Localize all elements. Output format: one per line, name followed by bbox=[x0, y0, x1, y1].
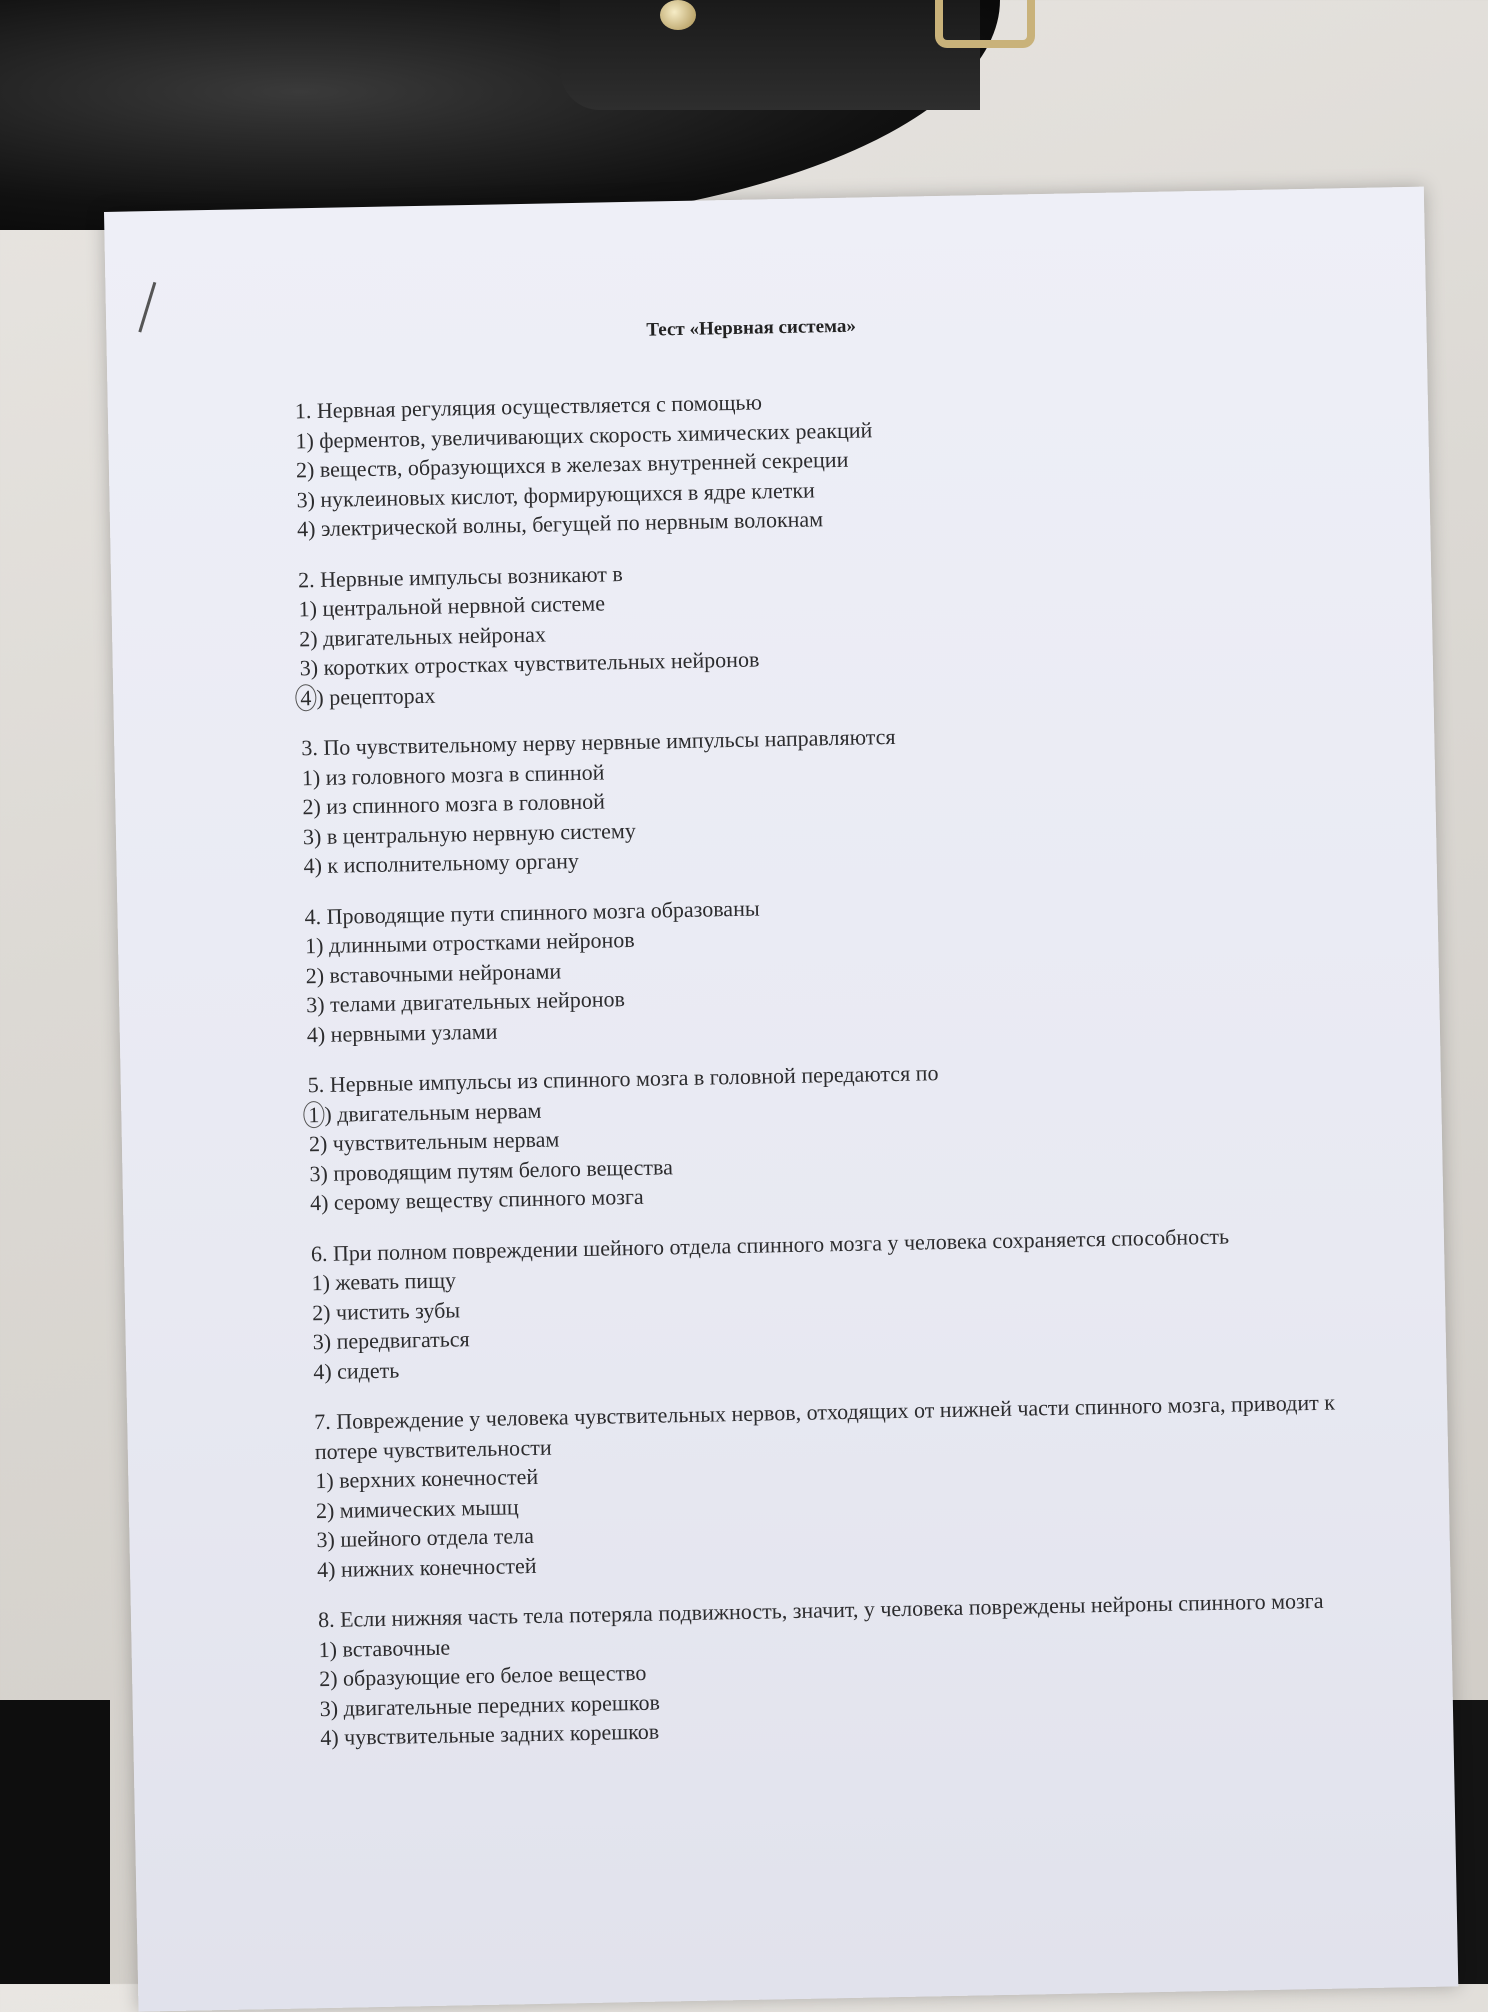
pen-mark bbox=[138, 282, 156, 333]
answer-option: 4 ) рецепторах bbox=[300, 662, 1360, 712]
answer-option: 3) нуклеиновых кислот, формирующихся в ядре клетки bbox=[296, 476, 816, 512]
answer-option: 1) длинными отростками нейронов bbox=[304, 926, 635, 959]
answer-option: 2) чистить зубы bbox=[311, 1296, 461, 1325]
answer-option: 4) нижних конечностей bbox=[316, 1552, 537, 1582]
answer-option: 2) мимических мышц bbox=[315, 1493, 519, 1523]
question-1 bbox=[295, 376, 1358, 544]
answer-option: 1) ферментов, увеличивающих скорость химических реакций bbox=[295, 416, 873, 453]
answer-option: 1) из головного мозга в спинной bbox=[301, 759, 605, 790]
question-text: 5. Нервные импульсы из спинного мозга в головной передаются по bbox=[307, 1060, 939, 1098]
answer-option: 3) телами двигательных нейронов bbox=[306, 986, 626, 1018]
question-text: 7. Повреждение у человека чувствительных нервов, отходящих от нижней части спинного мозга, приводит к потере чувствительности bbox=[314, 1389, 1336, 1464]
answer-option: 1) верхних конечностей bbox=[315, 1463, 539, 1494]
answer-option: 3) в центральную нервную систему bbox=[302, 817, 637, 849]
answer-option: 4) чувствительные задних корешков bbox=[320, 1718, 660, 1751]
question-text: 2. Нервные импульсы возникают в bbox=[297, 560, 623, 592]
bag-rivet bbox=[660, 0, 696, 30]
question-text: 8. Если нижняя часть тела потеряла подвижность, значит, у человека повреждены нейроны спинного мозга bbox=[317, 1587, 1324, 1633]
answer-option: 1 ) двигательным нервам bbox=[308, 1079, 1368, 1129]
answer-option: 4) сидеть bbox=[313, 1357, 400, 1384]
answer-option: 2) из спинного мозга в головной bbox=[302, 788, 606, 820]
answer-option: 3) проводящим путям белого вещества bbox=[309, 1153, 674, 1186]
answer-option: 3) шейного отдела тела bbox=[316, 1522, 535, 1553]
answer-option: 4) электрической волны, бегущей по нервным волокнам bbox=[296, 506, 824, 542]
question-5 bbox=[308, 1050, 1371, 1218]
answer-option: 1) вставочные bbox=[318, 1634, 451, 1662]
answer-option: 4) нервными узлами bbox=[306, 1018, 498, 1047]
answer-option: 1) центральной нервной системе bbox=[298, 590, 606, 622]
answer-option: 2) образующие его белое вещество bbox=[318, 1659, 647, 1692]
question-7 bbox=[314, 1387, 1377, 1584]
question-2 bbox=[298, 544, 1361, 712]
test-sheet bbox=[104, 187, 1458, 2012]
answer-option: 1) жевать пищу bbox=[311, 1267, 457, 1296]
question-text: 6. При полном повреждении шейного отдела спинного мозга у человека сохраняется способность bbox=[310, 1223, 1230, 1266]
answer-option: 4) к исполнительному органу bbox=[303, 848, 580, 879]
question-6 bbox=[311, 1218, 1374, 1386]
question-text: 3. По чувствительному нерву нервные импульсы направляются bbox=[301, 723, 896, 761]
answer-option: 3) двигательные передних корешков bbox=[319, 1689, 661, 1721]
answer-option: 2) двигательных нейронах bbox=[298, 621, 547, 651]
question-8 bbox=[318, 1585, 1381, 1753]
answer-option: 2) чувствительным нервам bbox=[308, 1126, 560, 1157]
answer-option: 2) веществ, образующихся в железах внутренней секреции bbox=[295, 446, 849, 483]
answer-option: 3) коротких отростках чувствительных нейронов bbox=[299, 646, 760, 681]
answer-option: 3) передвигаться bbox=[312, 1326, 470, 1355]
table-edge-left bbox=[0, 1700, 110, 1984]
question-3 bbox=[301, 713, 1364, 881]
test-title: Тест «Нервная система» bbox=[646, 315, 857, 341]
bag-buckle bbox=[935, 0, 1035, 48]
pencil-circle-mark: 1 bbox=[303, 1100, 325, 1127]
answer-option: 4) серому веществу спинного мозга bbox=[309, 1183, 644, 1216]
pencil-circle-mark: 4 bbox=[295, 684, 317, 711]
question-text: 1. Нервная регуляция осуществляется с помощью bbox=[294, 389, 763, 424]
question-list bbox=[295, 376, 1381, 1774]
bag-strap bbox=[560, 0, 980, 110]
answer-option: 2) вставочными нейронами bbox=[305, 957, 562, 988]
question-text: 4. Проводящие пути спинного мозга образованы bbox=[304, 895, 760, 929]
question-4 bbox=[304, 881, 1367, 1049]
